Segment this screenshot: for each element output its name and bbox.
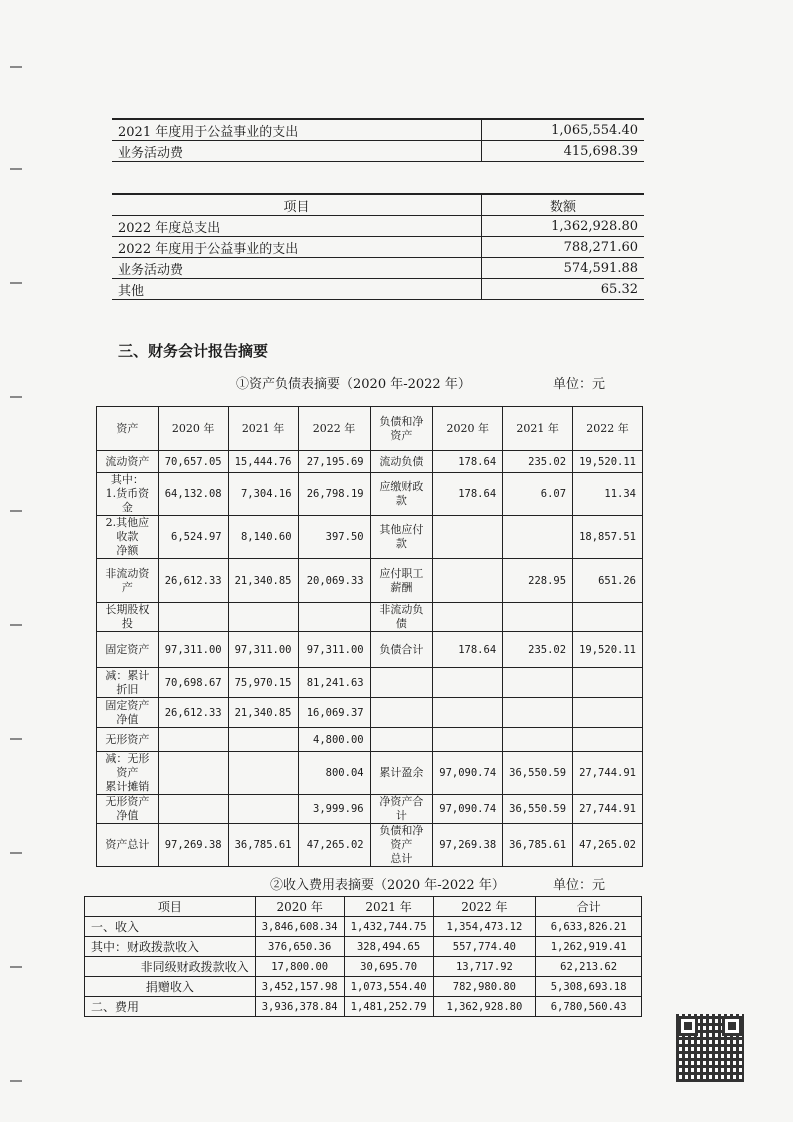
table-row [112, 279, 644, 300]
table-cell: 负债和净资产 总计 [370, 824, 433, 867]
table-cell: 非流动资产 [97, 559, 159, 603]
table-cell: 36,550.59 [503, 795, 573, 824]
table-cell: 19,520.11 [573, 632, 643, 668]
table-cell [503, 728, 573, 752]
table-cell: 应付职工薪酬 [370, 559, 433, 603]
column-header: 2020 年 [255, 897, 344, 917]
column-header: 2021 年 [228, 407, 298, 451]
table-row [97, 559, 643, 603]
table-cell [433, 698, 503, 728]
table-cell: 19,520.11 [573, 451, 643, 473]
table-cell: 3,936,378.84 [255, 997, 344, 1017]
row-label: 2022 年度用于公益事业的支出 [112, 237, 482, 258]
table-cell: 6.07 [503, 473, 573, 516]
table-cell: 97,090.74 [433, 795, 503, 824]
table-cell: 累计盈余 [370, 752, 433, 795]
table-cell: 减：无形资产 累计摊销 [97, 752, 159, 795]
table-row [97, 728, 643, 752]
table-cell: 36,785.61 [503, 824, 573, 867]
table-cell: 27,744.91 [573, 752, 643, 795]
margin-tick [10, 168, 22, 170]
table-cell [158, 603, 228, 632]
table-cell: 13,717.92 [433, 957, 536, 977]
section-title: 三、财务会计报告摘要 [118, 342, 269, 360]
table-cell [158, 795, 228, 824]
column-header: 2021 年 [344, 897, 433, 917]
table-cell: 6,633,826.21 [536, 917, 642, 937]
table-row [85, 977, 642, 997]
column-header: 2022 年 [573, 407, 643, 451]
margin-tick [10, 282, 22, 284]
table-cell [503, 668, 573, 698]
table-cell: 负债合计 [370, 632, 433, 668]
column-header: 合计 [536, 897, 642, 917]
table-cell [573, 668, 643, 698]
table-row [112, 258, 644, 279]
public-welfare-2021-table [112, 118, 644, 162]
header-item: 项目 [112, 194, 482, 216]
row-label: 其他 [112, 279, 482, 300]
table-cell: 15,444.76 [228, 451, 298, 473]
column-header: 2022 年 [433, 897, 536, 917]
table-cell [370, 668, 433, 698]
table-cell: 178.64 [433, 451, 503, 473]
table-cell: 17,800.00 [255, 957, 344, 977]
table-cell: 捐赠收入 [85, 977, 256, 997]
table-cell: 36,550.59 [503, 752, 573, 795]
table-cell: 3,999.96 [298, 795, 370, 824]
table-cell [433, 668, 503, 698]
row-value: 1,362,928.80 [482, 216, 645, 237]
table-cell: 非同级财政拨款收入 [85, 957, 256, 977]
table-cell: 26,612.33 [158, 559, 228, 603]
table-row [97, 451, 643, 473]
balance-sheet-caption: ①资产负债表摘要（2020 年-2022 年） [236, 377, 471, 392]
table-row [97, 516, 643, 559]
table-cell: 36,785.61 [228, 824, 298, 867]
table-row [97, 603, 643, 632]
table-cell: 其中：财政拨款收入 [85, 937, 256, 957]
income-statement-caption: ②收入费用表摘要（2020 年-2022 年） [270, 878, 505, 893]
table-row [97, 668, 643, 698]
table-cell: 4,800.00 [298, 728, 370, 752]
table-cell: 无形资产 [97, 728, 159, 752]
row-label: 业务活动费 [112, 141, 482, 162]
table-cell: 3,452,157.98 [255, 977, 344, 997]
table-cell: 流动资产 [97, 451, 159, 473]
margin-tick [10, 510, 22, 512]
table-cell: 1,262,919.41 [536, 937, 642, 957]
margin-tick [10, 738, 22, 740]
table-cell: 70,698.67 [158, 668, 228, 698]
table-cell: 782,980.80 [433, 977, 536, 997]
table-cell: 26,612.33 [158, 698, 228, 728]
table-cell: 397.50 [298, 516, 370, 559]
table-cell: 资产总计 [97, 824, 159, 867]
balance-sheet-table [96, 406, 643, 867]
table-cell: 81,241.63 [298, 668, 370, 698]
table-cell [573, 698, 643, 728]
table-row [97, 824, 643, 867]
table-cell: 长期股权投 [97, 603, 159, 632]
table-cell: 62,213.62 [536, 957, 642, 977]
table-cell: 11.34 [573, 473, 643, 516]
table-cell: 1,481,252.79 [344, 997, 433, 1017]
table-cell: 固定资产净值 [97, 698, 159, 728]
table-row [112, 237, 644, 258]
table-cell: 97,269.38 [433, 824, 503, 867]
table-cell [228, 795, 298, 824]
table-cell: 其中： 1.货币资金 [97, 473, 159, 516]
table-cell [433, 516, 503, 559]
table-cell: 21,340.85 [228, 559, 298, 603]
table-cell: 减：累计折旧 [97, 668, 159, 698]
table-cell: 64,132.08 [158, 473, 228, 516]
column-header: 资产 [97, 407, 159, 451]
row-value: 1,065,554.40 [482, 119, 645, 141]
table-cell: 26,798.19 [298, 473, 370, 516]
margin-tick [10, 852, 22, 854]
table-cell [433, 603, 503, 632]
table-cell: 376,650.36 [255, 937, 344, 957]
table-cell [433, 728, 503, 752]
table-cell: 97,269.38 [158, 824, 228, 867]
table-row [112, 216, 644, 237]
table-cell: 800.04 [298, 752, 370, 795]
table-cell [503, 698, 573, 728]
margin-tick [10, 396, 22, 398]
table-cell: 27,744.91 [573, 795, 643, 824]
table-row [85, 957, 642, 977]
table-cell: 3,846,608.34 [255, 917, 344, 937]
table-cell: 净资产合计 [370, 795, 433, 824]
table-cell: 228.95 [503, 559, 573, 603]
row-label: 2021 年度用于公益事业的支出 [112, 119, 482, 141]
table-cell [503, 603, 573, 632]
table-cell [228, 728, 298, 752]
table-cell: 2.其他应收款 净额 [97, 516, 159, 559]
table-row [97, 752, 643, 795]
table-cell [158, 752, 228, 795]
table-cell: 无形资产净值 [97, 795, 159, 824]
table-row [85, 997, 642, 1017]
table-cell [370, 728, 433, 752]
table-cell: 18,857.51 [573, 516, 643, 559]
binding-margin-marks [10, 0, 24, 1122]
row-value: 65.32 [482, 279, 645, 300]
table-cell [370, 698, 433, 728]
table-cell: 7,304.16 [228, 473, 298, 516]
table-cell [503, 516, 573, 559]
table-cell: 流动负债 [370, 451, 433, 473]
table-cell: 97,311.00 [298, 632, 370, 668]
qr-code-icon [676, 1014, 744, 1082]
expenditure-2022-table [112, 193, 644, 300]
column-header: 2020 年 [158, 407, 228, 451]
header-amount: 数额 [482, 194, 645, 216]
margin-tick [10, 1080, 22, 1082]
margin-tick [10, 966, 22, 968]
table-cell [228, 603, 298, 632]
table-cell: 1,073,554.40 [344, 977, 433, 997]
table-cell: 97,090.74 [433, 752, 503, 795]
table-cell: 应缴财政款 [370, 473, 433, 516]
margin-tick [10, 66, 22, 68]
table-cell [433, 559, 503, 603]
table-cell: 5,308,693.18 [536, 977, 642, 997]
table-cell: 一、收入 [85, 917, 256, 937]
table-cell [573, 728, 643, 752]
table-header-row [112, 194, 644, 216]
income-statement-table [84, 896, 642, 1017]
column-header: 2021 年 [503, 407, 573, 451]
table-cell: 30,695.70 [344, 957, 433, 977]
table-row [97, 632, 643, 668]
table-cell [228, 752, 298, 795]
table-cell: 6,780,560.43 [536, 997, 642, 1017]
table-row [112, 141, 644, 162]
table-row [97, 795, 643, 824]
column-header: 2022 年 [298, 407, 370, 451]
table-cell: 70,657.05 [158, 451, 228, 473]
table-cell [573, 603, 643, 632]
table-cell: 235.02 [503, 451, 573, 473]
column-header: 负债和净资产 [370, 407, 433, 451]
table-cell: 二、费用 [85, 997, 256, 1017]
table-cell: 非流动负债 [370, 603, 433, 632]
row-value: 788,271.60 [482, 237, 645, 258]
table-cell: 1,354,473.12 [433, 917, 536, 937]
table-row [112, 119, 644, 141]
table-cell: 47,265.02 [573, 824, 643, 867]
table-cell: 6,524.97 [158, 516, 228, 559]
table-cell: 16,069.37 [298, 698, 370, 728]
table-cell: 557,774.40 [433, 937, 536, 957]
table-row [97, 698, 643, 728]
table-cell: 178.64 [433, 473, 503, 516]
table-header-row [85, 897, 642, 917]
margin-tick [10, 624, 22, 626]
table-row [85, 917, 642, 937]
row-label: 业务活动费 [112, 258, 482, 279]
income-statement-unit: 单位：元 [553, 878, 606, 893]
row-value: 415,698.39 [482, 141, 645, 162]
table-cell [298, 603, 370, 632]
table-cell: 178.64 [433, 632, 503, 668]
column-header: 项目 [85, 897, 256, 917]
table-cell: 651.26 [573, 559, 643, 603]
table-cell: 97,311.00 [158, 632, 228, 668]
table-cell: 235.02 [503, 632, 573, 668]
table-cell: 1,362,928.80 [433, 997, 536, 1017]
table-row [97, 473, 643, 516]
table-cell: 21,340.85 [228, 698, 298, 728]
balance-sheet-unit: 单位：元 [553, 377, 606, 392]
row-label: 2022 年度总支出 [112, 216, 482, 237]
table-cell: 27,195.69 [298, 451, 370, 473]
table-header-row [97, 407, 643, 451]
table-cell: 328,494.65 [344, 937, 433, 957]
table-cell [158, 728, 228, 752]
table-cell: 47,265.02 [298, 824, 370, 867]
table-row [85, 937, 642, 957]
table-cell: 75,970.15 [228, 668, 298, 698]
table-cell: 1,432,744.75 [344, 917, 433, 937]
table-cell: 20,069.33 [298, 559, 370, 603]
table-cell: 固定资产 [97, 632, 159, 668]
row-value: 574,591.88 [482, 258, 645, 279]
table-cell: 其他应付款 [370, 516, 433, 559]
table-cell: 97,311.00 [228, 632, 298, 668]
table-cell: 8,140.60 [228, 516, 298, 559]
column-header: 2020 年 [433, 407, 503, 451]
